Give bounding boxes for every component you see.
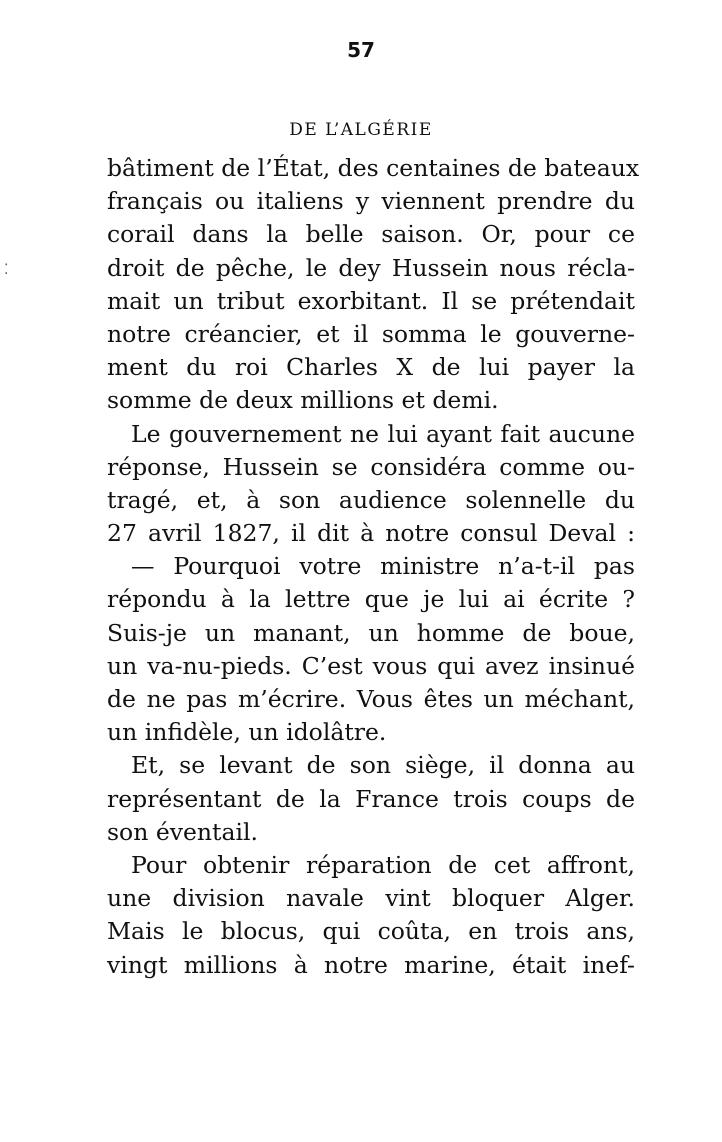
page-number: 57	[347, 38, 375, 62]
paragraph-first-line: — Pourquoi votre ministre n’a-t-il pas	[131, 552, 635, 581]
paragraph-first-line: Le gouvernement ne lui ayant fait aucune	[131, 419, 635, 448]
body-text	[107, 152, 640, 982]
text-line: ment du roi Charles X de lui payer la	[107, 353, 635, 382]
text-line: mait un tribut exorbitant. Il se prétendait	[107, 286, 635, 315]
text-line: tragé, et, à son audience solennelle du	[107, 485, 635, 514]
text-line: notre créancier, et il somma le gouverne-	[107, 319, 635, 348]
text-line: réponse, Hussein se considéra comme ou-	[107, 452, 635, 481]
text-line: un va-nu-pieds. C’est vous qui avez insinué	[107, 651, 635, 680]
text-line: 27 avril 1827, il dit à notre consul Deval :	[107, 519, 635, 548]
text-line: une division navale vint bloquer Alger.	[107, 884, 635, 913]
paragraph-first-line: Pour obtenir réparation de cet affront,	[131, 850, 635, 879]
text-line: français ou italiens y viennent prendre du	[107, 187, 635, 216]
text-line: vingt millions à notre marine, était inef-	[107, 950, 635, 979]
text-line: Mais le blocus, qui coûta, en trois ans,	[107, 917, 635, 946]
text-line: droit de pêche, le dey Hussein nous récla-	[107, 253, 635, 282]
text-line: somme de deux millions et demi.	[107, 386, 499, 415]
running-head: DE L’ALGÉRIE	[289, 120, 433, 140]
text-line: un infidèle, un idolâtre.	[107, 718, 387, 747]
text-line: de ne pas m’écrire. Vous êtes un méchant,	[107, 685, 635, 713]
paragraph-first-line: Et, se levant de son siège, il donna au	[131, 751, 635, 780]
text-line: représentant de la France trois coups de	[107, 784, 635, 813]
text-line: Suis-je un manant, un homme de boue,	[107, 618, 635, 647]
text-line: son éventail.	[107, 817, 258, 846]
text-line: corail dans la belle saison. Or, pour ce	[107, 220, 635, 249]
text-line: bâtiment de l’État, des centaines de bateaux	[107, 154, 640, 182]
text-line: répondu à la lettre que je lui ai écrite ?	[107, 585, 635, 614]
margin-mark: ⁚	[4, 262, 9, 278]
